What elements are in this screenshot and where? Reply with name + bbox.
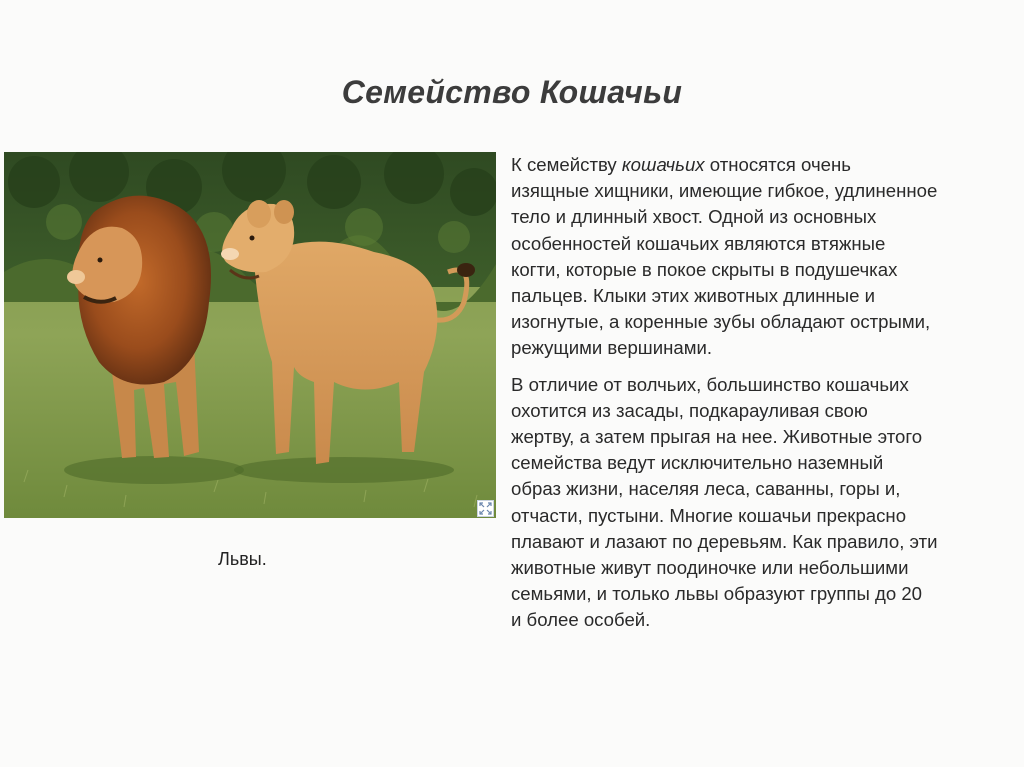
text-line: и более особей.	[511, 609, 651, 631]
expand-arrows-glyph	[478, 501, 493, 516]
body-text	[511, 152, 1023, 634]
lions-photo	[4, 152, 496, 518]
text-line: животные живут поодиночке или небольшими	[511, 557, 909, 579]
text-line: изящные хищники, имеющие гибкое, удлиненное	[511, 180, 938, 202]
text-line: плавают и лазают по деревьям. Как правило, эти	[511, 530, 938, 552]
text-line: семейства ведут исключительно наземный	[511, 452, 884, 474]
text-fragment: относятся очень	[704, 154, 851, 175]
text-line	[511, 152, 1023, 178]
text-line: В отличие от волчьих, большинство кошачьих	[511, 373, 909, 395]
text-line: изогнутые, а коренные зубы обладают острыми,	[511, 311, 931, 333]
text-line: жертву, а затем прыгая на нее. Животные этого	[511, 426, 923, 448]
text-line: тело и длинный хвост. Одной из основных	[511, 206, 877, 228]
text-line: образ жизни, населяя леса, саванны, горы и,	[511, 478, 901, 500]
text-line: когти, которые в покое скрыты в подушечках	[511, 258, 898, 280]
text-line: семьями, и только львы образуют группы до 20	[511, 583, 923, 605]
paragraph-2	[511, 372, 1023, 634]
text-fragment: К семейству	[511, 154, 622, 175]
text-line: режущими вершинами.	[511, 337, 713, 359]
text-line: особенностей кошачьих являются втяжные	[511, 232, 886, 254]
text-line: отчасти, пустыни. Многие кошачьи прекрасно	[511, 504, 907, 526]
text-line: охотится из засады, подкарауливая свою	[511, 399, 868, 421]
text-line: пальцев. Клыки этих животных длинные и	[511, 285, 876, 307]
paragraph-1	[511, 152, 1023, 362]
italic-term: кошачьих	[621, 154, 705, 175]
lions-illustration	[4, 152, 496, 518]
slide-title: Семейство Кошачьи	[341, 74, 683, 110]
expand-arrows-icon[interactable]	[477, 500, 494, 517]
image-caption: Львы.	[218, 549, 267, 569]
